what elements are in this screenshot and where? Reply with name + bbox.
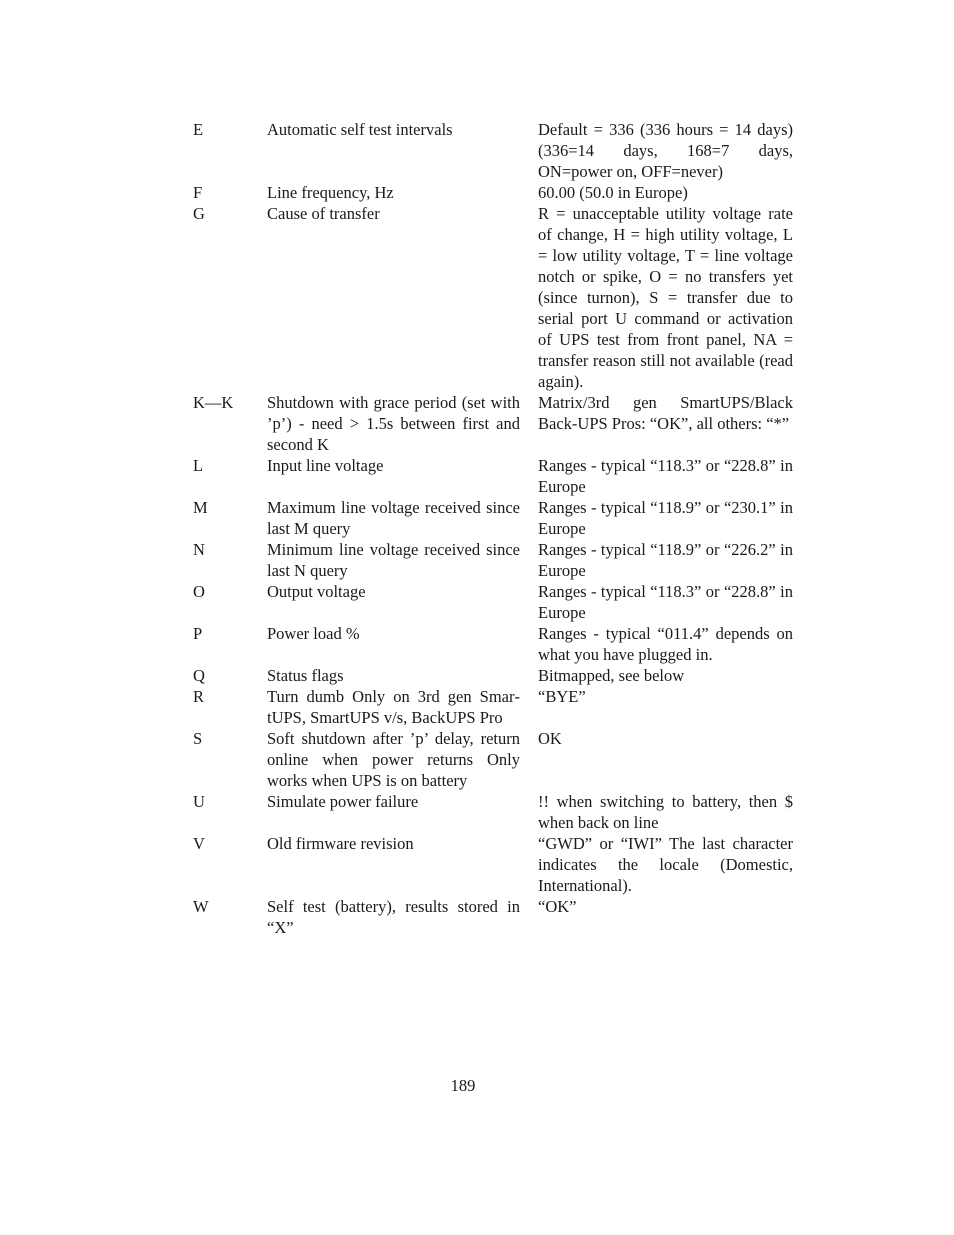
command-code: V	[193, 834, 205, 853]
table-row	[193, 896, 793, 938]
command-response: Ranges - typical “118.3” or “228.8” in Europe	[538, 456, 793, 496]
command-response: Ranges - typical “011.4” depends on what you have plugged in.	[538, 624, 793, 664]
table-row	[193, 728, 793, 791]
command-code: M	[193, 498, 208, 517]
table-row	[193, 539, 793, 581]
command-description: Minimum line voltage received since last N query	[267, 540, 520, 580]
table-row	[193, 581, 793, 623]
command-description: Power load %	[267, 624, 360, 643]
command-response: “BYE”	[538, 687, 586, 706]
command-code: R	[193, 687, 205, 706]
command-code: E	[193, 120, 204, 139]
command-code: K—K	[193, 393, 234, 412]
ups-command-table	[193, 119, 793, 938]
command-response: Bitmapped, see below	[538, 666, 685, 685]
command-code: G	[193, 204, 205, 223]
command-description: Output voltage	[267, 582, 366, 601]
table-row	[193, 686, 793, 728]
table-row	[193, 182, 793, 203]
command-code: U	[193, 792, 205, 811]
command-description: Cause of transfer	[267, 204, 380, 223]
command-response: Default = 336 (336 hours = 14 days) (336=14 days, 168=7 days, ON=power on, OFF=never)	[538, 120, 793, 181]
table-row	[193, 119, 793, 182]
command-description: Self test (battery), results stored in “X”	[267, 897, 520, 937]
table-row	[193, 833, 793, 896]
command-description: Soft shutdown after ’p’ delay, return online when power returns Only works when UPS is on battery	[267, 729, 520, 790]
table-row	[193, 791, 793, 833]
table-row	[193, 665, 793, 686]
command-description: Input line voltage	[267, 456, 384, 475]
command-code: N	[193, 540, 205, 559]
command-response: “GWD” or “IWI” The last character indicates the locale (Domestic, International).	[538, 834, 793, 895]
command-response: Matrix/3rd gen SmartUPS/Black Back-UPS Pros: “OK”, all others: “*”	[538, 393, 793, 433]
table-row	[193, 497, 793, 539]
command-code: O	[193, 582, 205, 601]
command-code: W	[193, 897, 209, 916]
command-description: Maximum line voltage received since last M query	[267, 498, 520, 538]
command-description: Automatic self test intervals	[267, 120, 453, 139]
command-description: Shutdown with grace period (set with ’p’) - need > 1.5s between first and second K	[267, 393, 520, 454]
command-code: P	[193, 624, 203, 643]
command-response: Ranges - typical “118.9” or “226.2” in Europe	[538, 540, 793, 580]
command-response: R = unacceptable utility voltage rate of change, H = high utility voltage, L = low utility voltage, T = line voltage notch or spike, O = no transfers yet (since turnon), S = transfer due to serial port U command or activation of UPS test from front panel, NA = transfer reason still not available (read again).	[538, 204, 793, 391]
command-description: Status flags	[267, 666, 344, 685]
page-number: 189	[450, 1076, 476, 1095]
command-response: !! when switching to battery, then $ when back on line	[538, 792, 793, 832]
command-code: F	[193, 183, 203, 202]
table-row	[193, 455, 793, 497]
command-response: “OK”	[538, 897, 577, 916]
command-description: Old firmware revision	[267, 834, 414, 853]
command-code: Q	[193, 666, 205, 685]
command-response: Ranges - typical “118.9” or “230.1” in Europe	[538, 498, 793, 538]
table-row	[193, 623, 793, 665]
command-response: 60.00 (50.0 in Europe)	[538, 183, 688, 202]
command-response: Ranges - typical “118.3” or “228.8” in Europe	[538, 582, 793, 622]
command-code: L	[193, 456, 204, 475]
table-row	[193, 203, 793, 392]
command-response: OK	[538, 729, 562, 748]
table-row	[193, 392, 793, 455]
command-code: S	[193, 729, 203, 748]
command-description: Turn dumb Only on 3rd gen SmartUPS, SmartUPS v/s, BackUPS Pro	[267, 687, 520, 727]
command-description: Simulate power failure	[267, 792, 419, 811]
command-description: Line frequency, Hz	[267, 183, 394, 202]
